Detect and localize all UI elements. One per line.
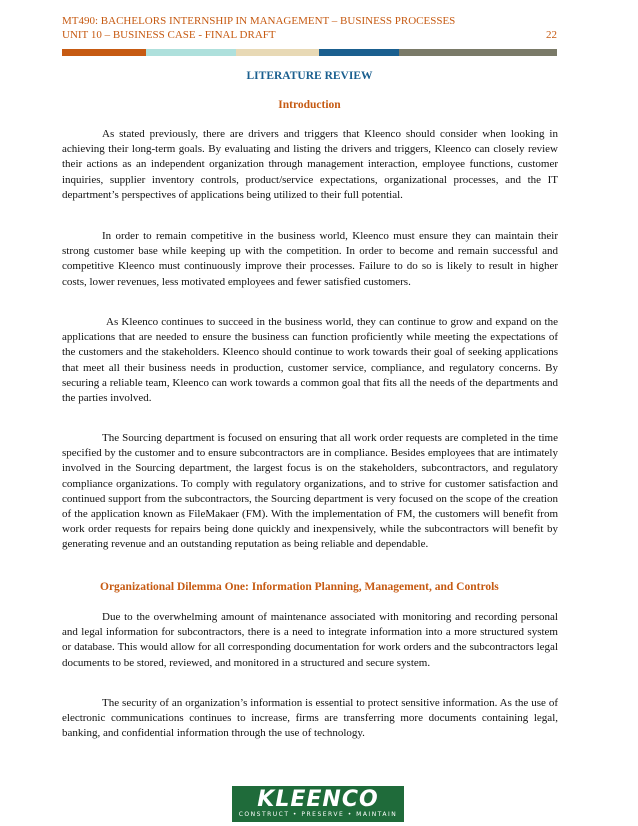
section-subtitle: Introduction: [278, 99, 341, 111]
page-title: LITERATURE REVIEW: [246, 70, 373, 82]
paragraph: [62, 431, 558, 553]
header-unit-title: UNIT 10 – BUSINESS CASE - FINAL DRAFT: [62, 29, 276, 41]
page-number: 22: [546, 29, 557, 41]
paragraph: [62, 610, 558, 671]
color-bar-segment: [146, 49, 236, 56]
header-color-bar: [62, 49, 557, 56]
paragraph-text: As Kleenco continues to succeed in the business world, they can continue to grow and expand on the applications that are needed to ensure the business can function proficiently while meeting the expectations of the customers and the stakeholders. Kleenco should continue to work towards their goal of seeking applications that meet all their business needs in production, customer service, compliance, and regulatory concerns. By securing a reliable team, Kleenco can work towards a common goal that fits all the needs of the departments and the parties involved.: [62, 316, 558, 405]
logo-wordmark: KLEENCO: [257, 787, 379, 812]
paragraph: [62, 127, 558, 203]
paragraph-text: As stated previously, there are drivers and triggers that Kleenco should consider when looking in achieving their long-term goals. By evaluating and listing the drivers and triggers, Kleenco can closely review their actions as an independent organization through management interaction, employee functions, customer inquiries, supplier inventory controls, product/service expectations, organizational processes, and the IT department’s perspectives of applications being utilized to their full potential.: [62, 128, 558, 201]
paragraph: [62, 696, 558, 742]
paragraph: [62, 315, 558, 406]
color-bar-segment: [399, 49, 557, 56]
color-bar-segment: [319, 49, 399, 56]
running-header: [62, 14, 557, 42]
paragraph-text: The Sourcing department is focused on ensuring that all work order requests are completed in the time specified by the customer and to ensure subcontractors are in compliance. Besides employees that are intimately involved in the Sourcing department, the largest focus is on the stakeholders, subcontractors, and regulatory compliance organizations. To comply with regulatory organizations, and to strive for customer satisfaction and continued support from the subcontractors, the Sourcing department is very focused on the scope of the creation of the application known as FileMakaer (FM). With the implementation of FM, the customers will benefit from work order requests for repairs being done quickly and inexpensively, while the subcontractors will benefit by generating revenue and an outstanding reputation as being reliable and dependable.: [62, 432, 558, 551]
logo-tagline: CONSTRUCT • PRESERVE • MAINTAIN: [238, 811, 398, 818]
color-bar-segment: [62, 49, 146, 56]
section-heading: Organizational Dilemma One: Information Planning, Management, and Controls: [100, 581, 499, 593]
paragraph-text: Due to the overwhelming amount of maintenance associated with monitoring and recording personal and legal information for subcontractors, there is a need to integrate information into a more structured system or database. This would allow for all corresponding documentation for work orders and the subcontractors legal documents to be stored, reviewed, and monitored in a structured and secure system.: [62, 611, 558, 669]
header-course-title: MT490: BACHELORS INTERNSHIP IN MANAGEMENT – BUSINESS PROCESSES: [62, 15, 456, 27]
paragraph-text: In order to remain competitive in the business world, Kleenco must ensure they can maintain their strong customer base while keeping up with the competition. In order to become and remain successful and competitive Kleenco must continuously improve their processes. Failure to do so is likely to result in higher costs, lower revenues, less motivated employees and fewer satisfied customers.: [62, 230, 558, 288]
paragraph-text: The security of an organization’s information is essential to protect sensitive information. As the use of electronic communications continues to increase, firms are transferring more documents containing legal, banking, and confidential information through the use of technology.: [62, 697, 558, 740]
color-bar-segment: [236, 49, 319, 56]
paragraph: [62, 229, 558, 290]
kleenco-logo: [232, 786, 404, 822]
